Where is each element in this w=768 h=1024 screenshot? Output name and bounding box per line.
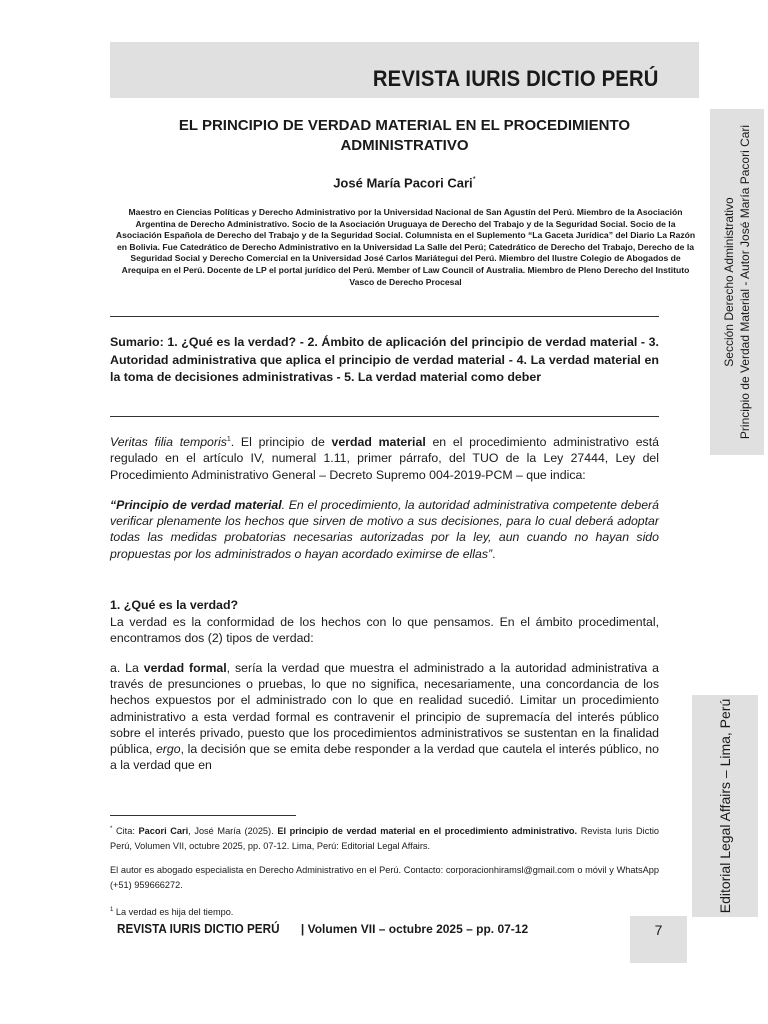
side-tab-publisher-text (716, 699, 734, 914)
quote-italic: . En el procedimiento, la autoridad administrativa competente deberá verificar plenamente los hechos que sirven de motivo a sus decisiones, para lo cual deberá adoptar todas las medidas probatorias necesarias autorizadas por la ley, aun cuando no hayan sido propuestas por los administrados o hayan acordado eximirse de ellas” (110, 498, 659, 561)
author-footnote-mark: * (472, 175, 476, 184)
intro-text-b: en el procedimiento administrativo está regulado en el artículo IV, numeral 1.11, primer párrafo, del TUO de la Ley 27444, Ley del Procedimiento Administrativo General – Decreto Supremo 004-2019-PCM – que indica: (110, 435, 659, 482)
side-tab-publisher (692, 695, 758, 917)
intro-italic: Veritas filia temporis (110, 435, 227, 450)
intro-paragraph (110, 432, 659, 483)
intro-text-a: . El principio de (230, 435, 332, 450)
page-number: 7 (654, 922, 663, 938)
side-tab-section-line2: Principio de Verdad Material - Autor José María Pacori Cari (738, 124, 752, 440)
cite-mark: * (110, 826, 113, 832)
footer-journal: REVISTA IURIS DICTIO PERÚ (117, 921, 280, 936)
author-bio: Maestro en Ciencias Políticas y Derecho Administrativo por la Universidad Nacional de San Agustín del Perú. Miembro de la Asociación Argentina de Derecho Administrativo. Socio de la Asociación Uruguaya de Derecho del Trabajo y de la Seguridad Social. Socio de la Asociación Española de Derecho del Trabajo y de la Seguridad Social. Columnista en el Suplemento “La Gaceta Jurídica” del Diario La Razón en Bolivia. Fue Catedrático de Derecho Administrativo en la Universidad La Salle del Perú; Catedrático de Derecho del Trabajo, Derecho de la Seguridad Social y Derecho Comercial en la Universidad José Carlos Mariátegui del Perú. Miembro del Ilustre Colegio de Abogados de Arequipa en el Perú. Docente de LP el portal jurídico del Perú. Member of Law Council of Australia. Miembro de Pleno Derecho del Instituto Vasco de Derecho Procesal (115, 207, 696, 287)
cite-rest: Revista Iuris Dictio Perú, Volumen VII, octubre 2025, pp. 07-12. Lima, Perú: Editorial Legal Affairs. (110, 826, 660, 851)
quote-bold-italic: “Principio de verdad material (110, 498, 282, 512)
section-1-heading: 1. ¿Qué es la verdad? (110, 598, 239, 612)
footnote-rule (110, 815, 296, 816)
page-footer (117, 921, 528, 936)
legal-quote (110, 497, 659, 562)
side-tab-section (710, 109, 764, 455)
footnote-contact: El autor es abogado especialista en Derecho Administrativo en el Perú. Contacto: corporacionhiramsl@gmail.com o móvil y WhatsApp (+51) 959666272. (110, 865, 659, 890)
cite-prefix: Cita: (112, 826, 139, 837)
cite-author: Pacori Cari (138, 826, 189, 837)
cite-mid: , José María (2025). (188, 826, 278, 837)
summary: Sumario: 1. ¿Qué es la verdad? - 2. Ámbito de aplicación del principio de verdad material - 3. Autoridad administrativa que aplica el principio de verdad material - 4. La verdad material en la toma de decisiones administrativas - 5. La verdad material como deber (110, 335, 659, 384)
side-tab-publisher-label: Editorial Legal Affairs – Lima, Perú (717, 698, 733, 914)
intro-bold: verdad material (331, 435, 426, 450)
footer-separator: | (297, 922, 308, 936)
fn1-mark: 1 (110, 907, 114, 913)
p2-prefix: a. La (110, 661, 144, 675)
article-title (110, 116, 699, 156)
article-title-line2: ADMINISTRATIVO (340, 137, 469, 154)
side-tab-section-line1: Sección Derecho Administrativo (722, 197, 736, 367)
quote-end: . (492, 546, 496, 561)
footnote-ref-1[interactable]: 1 (226, 436, 231, 443)
article-title-line1: EL PRINCIPIO DE VERDAD MATERIAL EN EL PROCEDIMIENTO (178, 117, 631, 134)
journal-title: REVISTA IURIS DICTIO PERÚ (373, 66, 659, 91)
journal-header (110, 42, 699, 98)
p2-text-b: , la decisión que se emita debe responder a la verdad que cautela el interés público, no a la verdad que en (110, 742, 659, 773)
summary-bottom-rule (110, 416, 659, 417)
side-tab-section-text (721, 125, 753, 439)
section-1-paragraph-2 (110, 660, 659, 773)
cite-title: El principio de verdad material en el procedimiento administrativo. (277, 826, 578, 837)
page-number-box (630, 916, 687, 963)
author-name (110, 175, 699, 190)
author-text: José María Pacori Cari (333, 175, 473, 191)
summary-top-rule (110, 316, 659, 317)
p2-italic: ergo (155, 742, 181, 757)
footnote-1 (110, 903, 659, 920)
p2-bold: verdad formal (143, 661, 227, 675)
footnote-citation (110, 822, 659, 853)
footer-details: Volumen VII – octubre 2025 – pp. 07-12 (307, 922, 529, 936)
fn1-text: La verdad es hija del tiempo. (113, 907, 234, 918)
section-1-paragraph-1: La verdad es la conformidad de los hechos con lo que pensamos. En el ámbito procedimental, encontramos dos (2) tipos de verdad: (110, 615, 659, 646)
p2-text-a: , sería la verdad que muestra el administrado a la autoridad administrativa a través de presunciones o pruebas, lo que no significa, necesariamente, una concordancia de los hechos expuestos por el administrado con lo que en realidad sucedió. Limitar un procedimiento administrativo a esta verdad formal es contravenir el principio de supremacía del interés público sobre el interés privado, puesto que los procedimientos administrativos se sustentan en la finalidad pública, (110, 661, 659, 757)
